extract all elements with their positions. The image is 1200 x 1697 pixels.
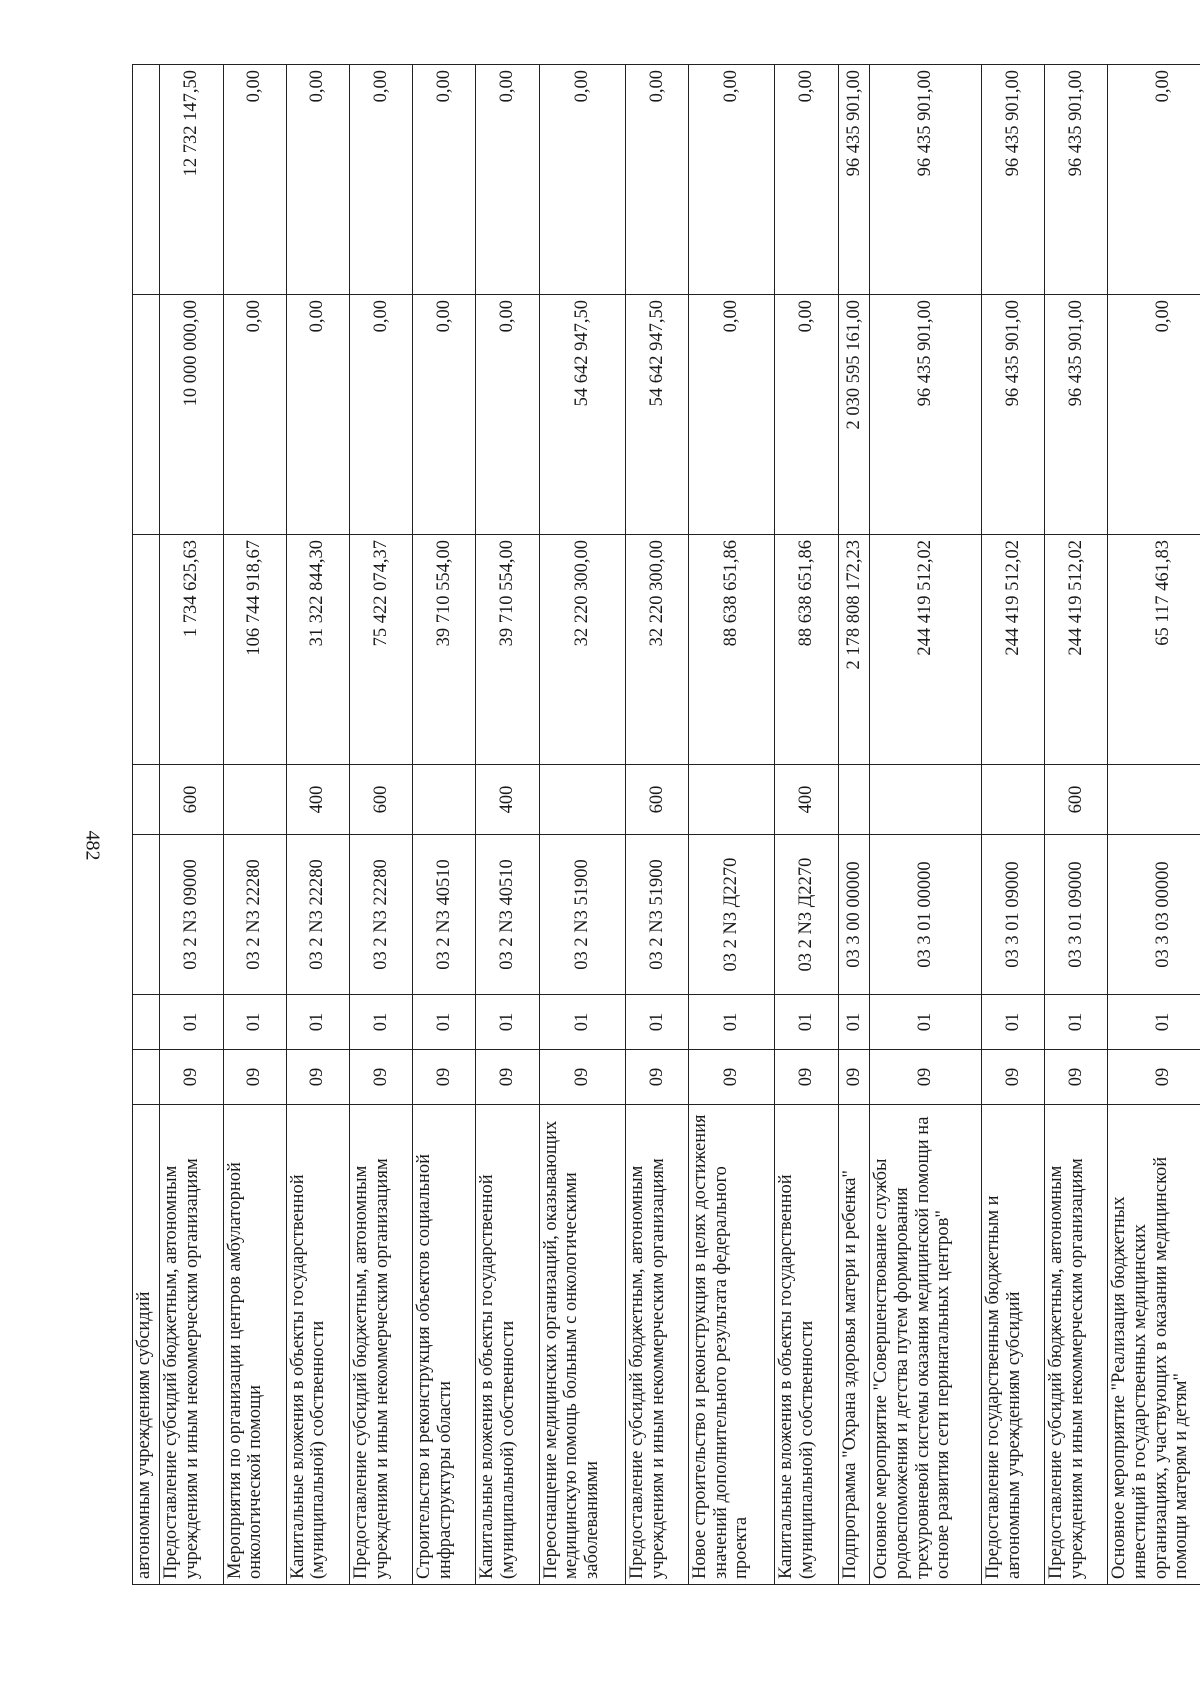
amount-3-cell: 0,00 [286, 65, 349, 295]
amount-3-cell: 0,00 [625, 65, 688, 295]
table-row [286, 65, 349, 1585]
amount-2-cell: 2 030 595 161,00 [838, 295, 870, 535]
amount-1-cell: 2 178 808 172,23 [838, 535, 870, 765]
amount-3-cell: 0,00 [223, 65, 286, 295]
csr-code-cell: 03 3 00 00000 [838, 835, 870, 995]
amount-2-cell: 10 000 000,00 [160, 295, 223, 535]
row-name-cell: Основное мероприятие "Совершенствование службы родовспоможения и детства путем формирования трехуровневой системы оказания медицинской помощи на основе развития сети перинатальных центров" [870, 1105, 982, 1585]
vr-code-cell: 600 [349, 765, 412, 835]
pr-code-cell: 01 [223, 995, 286, 1050]
amount-1-cell: 244 419 512,02 [1045, 535, 1108, 765]
pr-code-cell: 01 [1045, 995, 1108, 1050]
amount-1-cell: 88 638 651,86 [775, 535, 838, 765]
amount-2-cell: 96 435 901,00 [870, 295, 982, 535]
amount-3-cell: 0,00 [775, 65, 838, 295]
amount-1-cell: 1 734 625,63 [160, 535, 223, 765]
table-row [160, 65, 223, 1585]
amount-2-cell: 0,00 [689, 295, 775, 535]
amount-3-cell: 96 435 901,00 [981, 65, 1044, 295]
amount-1-cell: 244 419 512,02 [981, 535, 1044, 765]
gr-code-cell: 09 [870, 1050, 982, 1105]
amount-1-cell [133, 535, 160, 765]
pr-code-cell: 01 [981, 995, 1044, 1050]
table-row [539, 65, 625, 1585]
amount-3-cell: 96 435 901,00 [838, 65, 870, 295]
amount-2-cell: 54 642 947,50 [539, 295, 625, 535]
csr-code-cell [133, 835, 160, 995]
pr-code-cell: 01 [349, 995, 412, 1050]
amount-1-cell: 65 117 461,83 [1108, 535, 1200, 765]
gr-code-cell: 09 [349, 1050, 412, 1105]
amount-2-cell: 54 642 947,50 [625, 295, 688, 535]
amount-2-cell: 0,00 [476, 295, 539, 535]
gr-code-cell: 09 [1108, 1050, 1200, 1105]
csr-code-cell: 03 2 N3 51900 [625, 835, 688, 995]
amount-3-cell: 0,00 [413, 65, 476, 295]
amount-2-cell: 0,00 [775, 295, 838, 535]
vr-code-cell [870, 765, 982, 835]
amount-1-cell: 106 744 918,67 [223, 535, 286, 765]
gr-code-cell: 09 [476, 1050, 539, 1105]
amount-3-cell: 12 732 147,50 [160, 65, 223, 295]
csr-code-cell: 03 2 N3 22280 [223, 835, 286, 995]
amount-2-cell: 0,00 [1108, 295, 1200, 535]
row-name-cell: Мероприятия по организации центров амбулаторной онкологической помощи [223, 1105, 286, 1585]
amount-2-cell: 0,00 [286, 295, 349, 535]
table-row [689, 65, 775, 1585]
amount-1-cell: 75 422 074,37 [349, 535, 412, 765]
amount-2-cell: 0,00 [223, 295, 286, 535]
csr-code-cell: 03 3 03 00000 [1108, 835, 1200, 995]
amount-2-cell: 96 435 901,00 [1045, 295, 1108, 535]
row-name-cell: Предоставление субсидий бюджетным, автономным учреждениям и иным некоммерческим организациям [1045, 1105, 1108, 1585]
csr-code-cell: 03 2 N3 22280 [349, 835, 412, 995]
pr-code-cell: 01 [413, 995, 476, 1050]
page-number: 482 [81, 830, 104, 861]
table-row [133, 65, 160, 1585]
gr-code-cell: 09 [981, 1050, 1044, 1105]
row-name-cell: Новое строительство и реконструкция в целях достижения значений дополнительного результата федерального проекта [689, 1105, 775, 1585]
gr-code-cell: 09 [223, 1050, 286, 1105]
vr-code-cell: 600 [160, 765, 223, 835]
row-name-cell: Строительство и реконструкция объектов социальной инфраструктуры области [413, 1105, 476, 1585]
vr-code-cell: 600 [1045, 765, 1108, 835]
row-name-cell: Капитальные вложения в объекты государственной (муниципальной) собственности [476, 1105, 539, 1585]
gr-code-cell: 09 [1045, 1050, 1108, 1105]
gr-code-cell: 09 [539, 1050, 625, 1105]
csr-code-cell: 03 2 N3 51900 [539, 835, 625, 995]
table-row [223, 65, 286, 1585]
vr-code-cell [981, 765, 1044, 835]
csr-code-cell: 03 2 N3 Д2270 [775, 835, 838, 995]
pr-code-cell: 01 [689, 995, 775, 1050]
gr-code-cell: 09 [160, 1050, 223, 1105]
amount-3-cell: 0,00 [476, 65, 539, 295]
vr-code-cell [539, 765, 625, 835]
pr-code-cell: 01 [160, 995, 223, 1050]
amount-2-cell: 0,00 [349, 295, 412, 535]
vr-code-cell: 400 [476, 765, 539, 835]
amount-1-cell: 32 220 300,00 [625, 535, 688, 765]
pr-code-cell: 01 [476, 995, 539, 1050]
amount-1-cell: 88 638 651,86 [689, 535, 775, 765]
table-row [413, 65, 476, 1585]
table-row [981, 65, 1044, 1585]
rotated-page-content [132, 65, 1200, 1585]
vr-code-cell [838, 765, 870, 835]
vr-code-cell [1108, 765, 1200, 835]
csr-code-cell: 03 2 N3 Д2270 [689, 835, 775, 995]
row-name-cell: Предоставление субсидий бюджетным, автономным учреждениям и иным некоммерческим организациям [160, 1105, 223, 1585]
gr-code-cell: 09 [413, 1050, 476, 1105]
pr-code-cell: 01 [838, 995, 870, 1050]
gr-code-cell: 09 [689, 1050, 775, 1105]
pr-code-cell: 01 [286, 995, 349, 1050]
vr-code-cell [133, 765, 160, 835]
table-row [349, 65, 412, 1585]
vr-code-cell [413, 765, 476, 835]
amount-3-cell [133, 65, 160, 295]
row-name-cell: Основное мероприятие "Реализация бюджетных инвестиций в государственных медицинских организациях, участвующих в оказании медицинской помощи матерям и детям" [1108, 1105, 1200, 1585]
csr-code-cell: 03 2 N3 22280 [286, 835, 349, 995]
row-name-cell: Капитальные вложения в объекты государственной (муниципальной) собственности [775, 1105, 838, 1585]
pr-code-cell: 01 [625, 995, 688, 1050]
pr-code-cell: 01 [539, 995, 625, 1050]
pr-code-cell: 01 [1108, 995, 1200, 1050]
csr-code-cell: 03 3 01 00000 [870, 835, 982, 995]
amount-3-cell: 96 435 901,00 [1045, 65, 1108, 295]
csr-code-cell: 03 3 01 09000 [1045, 835, 1108, 995]
csr-code-cell: 03 2 N3 40510 [413, 835, 476, 995]
table-row [476, 65, 539, 1585]
amount-3-cell: 0,00 [349, 65, 412, 295]
row-name-cell: Предоставление субсидий бюджетным, автономным учреждениям и иным некоммерческим организациям [349, 1105, 412, 1585]
table-row [625, 65, 688, 1585]
csr-code-cell: 03 3 01 09000 [981, 835, 1044, 995]
amount-2-cell: 96 435 901,00 [981, 295, 1044, 535]
amount-1-cell: 31 322 844,30 [286, 535, 349, 765]
pr-code-cell: 01 [775, 995, 838, 1050]
table-row [1045, 65, 1108, 1585]
amount-1-cell: 32 220 300,00 [539, 535, 625, 765]
csr-code-cell: 03 2 N3 09000 [160, 835, 223, 995]
amount-3-cell: 0,00 [539, 65, 625, 295]
table-row [838, 65, 870, 1585]
amount-3-cell: 0,00 [689, 65, 775, 295]
gr-code-cell: 09 [625, 1050, 688, 1105]
vr-code-cell [223, 765, 286, 835]
vr-code-cell: 400 [775, 765, 838, 835]
gr-code-cell: 09 [838, 1050, 870, 1105]
table-row [1108, 65, 1200, 1585]
amount-3-cell: 0,00 [1108, 65, 1200, 295]
row-name-cell: Подпрограмма "Охрана здоровья матери и ребенка" [838, 1105, 870, 1585]
amount-1-cell: 244 419 512,02 [870, 535, 982, 765]
table-row [775, 65, 838, 1585]
row-name-cell: Предоставление государственным бюджетным и автономным учреждениям субсидий [981, 1105, 1044, 1585]
vr-code-cell: 600 [625, 765, 688, 835]
csr-code-cell: 03 2 N3 40510 [476, 835, 539, 995]
budget-table [132, 64, 1200, 1585]
row-name-cell: автономным учреждениям субсидий [133, 1105, 160, 1585]
row-name-cell: Предоставление субсидий бюджетным, автономным учреждениям и иным некоммерческим организациям [625, 1105, 688, 1585]
vr-code-cell: 400 [286, 765, 349, 835]
table-row [870, 65, 982, 1585]
row-name-cell: Переоснащение медицинских организаций, оказывающих медицинскую помощь больным с онкологическими заболеваниями [539, 1105, 625, 1585]
gr-code-cell: 09 [286, 1050, 349, 1105]
pr-code-cell [133, 995, 160, 1050]
amount-1-cell: 39 710 554,00 [476, 535, 539, 765]
amount-3-cell: 96 435 901,00 [870, 65, 982, 295]
amount-2-cell: 0,00 [413, 295, 476, 535]
amount-2-cell [133, 295, 160, 535]
amount-1-cell: 39 710 554,00 [413, 535, 476, 765]
gr-code-cell [133, 1050, 160, 1105]
row-name-cell: Капитальные вложения в объекты государственной (муниципальной) собственности [286, 1105, 349, 1585]
pr-code-cell: 01 [870, 995, 982, 1050]
vr-code-cell [689, 765, 775, 835]
gr-code-cell: 09 [775, 1050, 838, 1105]
